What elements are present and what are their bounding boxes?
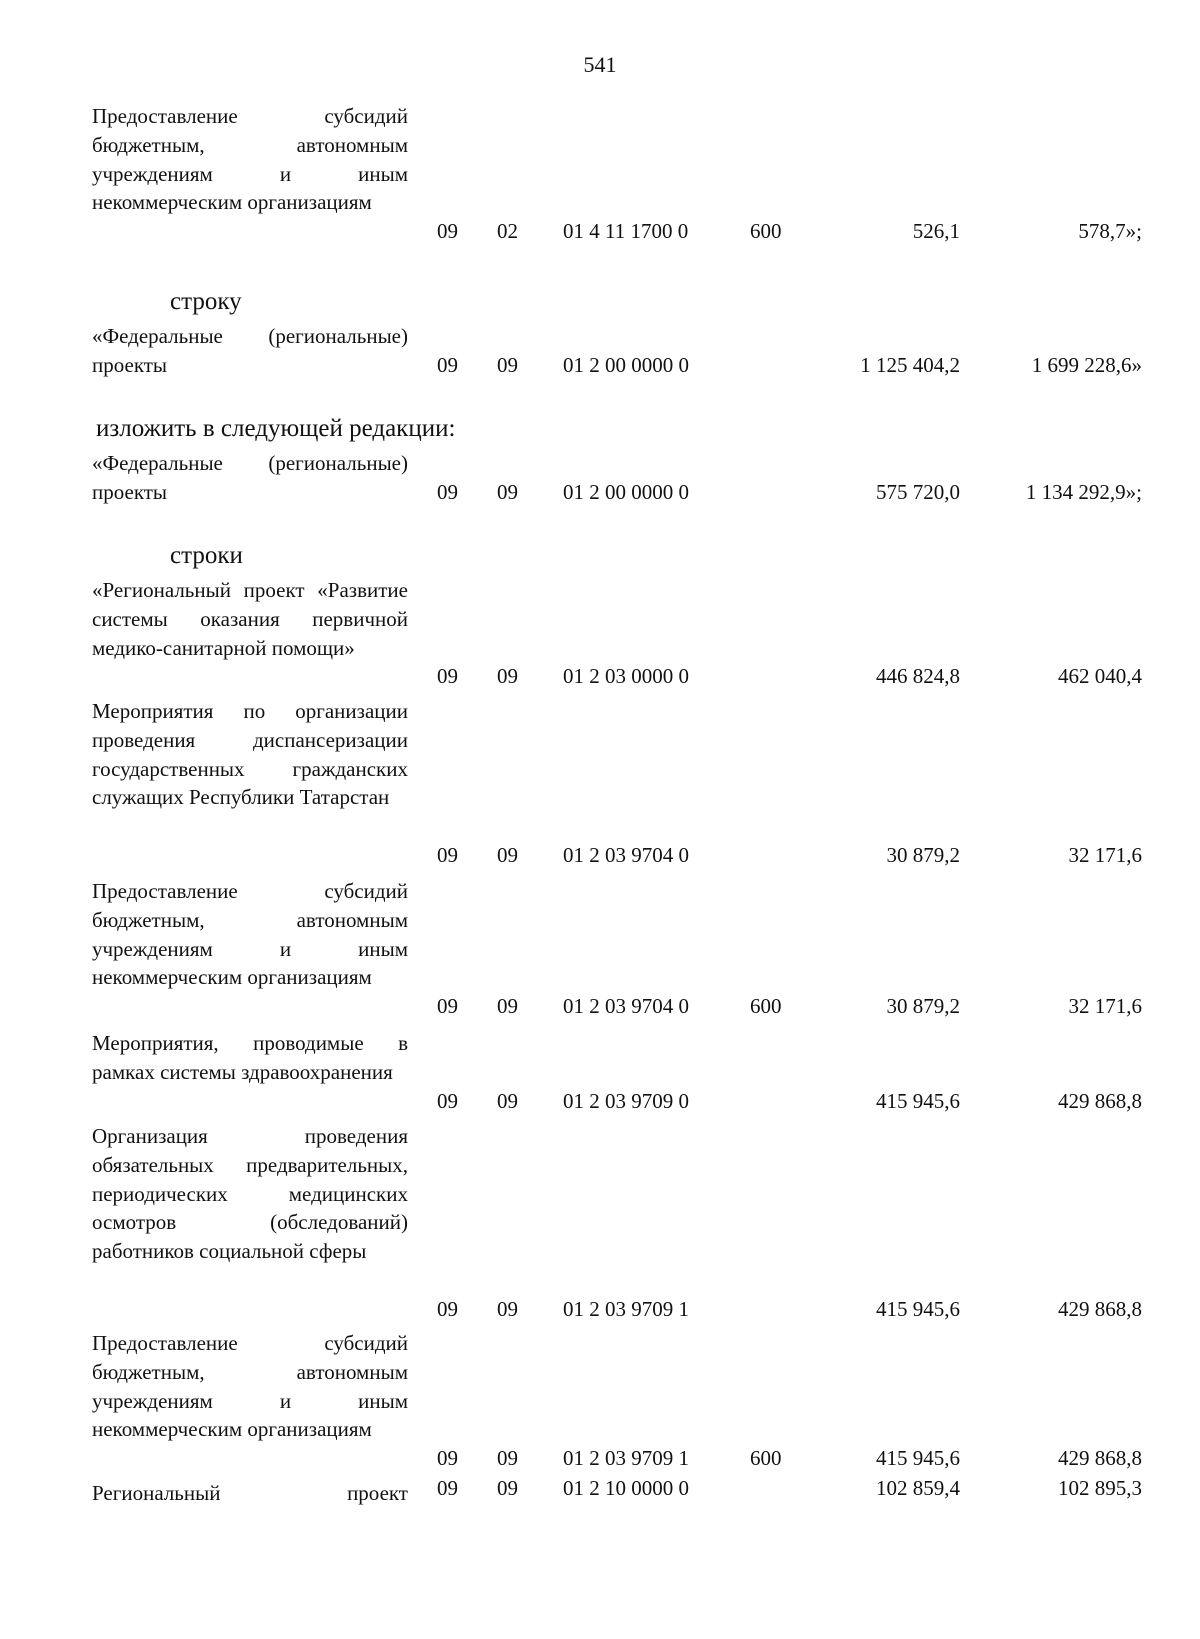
row-value-1: 415 945,6 [876, 1446, 960, 1471]
row-value-1: 102 859,4 [876, 1476, 960, 1500]
row-subsection-code: 09 [497, 843, 518, 867]
row-subsection-code: 02 [497, 219, 518, 243]
row-value-1: 1 125 404,2 [860, 352, 960, 377]
row-value-2: 429 868,8 [1058, 1296, 1142, 1321]
row-value-2: 462 040,4 [1058, 664, 1142, 689]
row-value-2: 429 868,8 [1058, 1446, 1142, 1471]
row-expense-type: 600 [750, 994, 782, 1019]
row-target-article: 01 4 11 1700 0 [563, 219, 689, 243]
row-value-1: 526,1 [912, 219, 960, 243]
row-value-1: 30 879,2 [886, 994, 960, 1019]
row-value-1: 30 879,2 [886, 843, 960, 867]
row-value-2: 1 134 292,9»; [1025, 479, 1142, 504]
row-section-code: 09 [437, 479, 458, 504]
row-subsection-code: 09 [497, 1476, 518, 1500]
row-value-1: 446 824,8 [876, 664, 960, 689]
row-value-2: 429 868,8 [1058, 1088, 1142, 1113]
row-subsection-code: 09 [497, 479, 518, 504]
row-target-article: 01 2 03 9704 0 [563, 994, 689, 1019]
row-section-code: 09 [437, 664, 458, 689]
row-expense-type: 600 [750, 219, 782, 243]
row-description: Предоставление субсидий бюджетным, автономным учреждениям и иным некоммерческим организациям [92, 1331, 408, 1442]
row-target-article: 01 2 00 0000 0 [563, 352, 689, 377]
row-description: Региональный проект [92, 1481, 408, 1505]
row-description: Предоставление субсидий бюджетным, автономным учреждениям и иным некоммерческим организациям [92, 879, 408, 990]
row-value-2: 32 171,6 [1068, 843, 1142, 867]
row-section-code: 09 [437, 1088, 458, 1113]
row-target-article: 01 2 03 9709 1 [563, 1446, 689, 1471]
row-section-code: 09 [437, 1476, 458, 1500]
row-description: Мероприятия, проводимые в рамках системы здравоохранения [92, 1031, 408, 1084]
row-subsection-code: 09 [497, 352, 518, 377]
row-value-2: 32 171,6 [1068, 994, 1142, 1019]
page-number: 541 [583, 52, 617, 77]
row-description: Организация проведения обязательных предварительных, периодических медицинских осмотров (обследований) работников социальной сферы [92, 1124, 408, 1264]
row-target-article: 01 2 03 9704 0 [563, 843, 689, 867]
row-description: «Федеральные (региональные) проекты [92, 451, 408, 504]
row-section-code: 09 [437, 352, 458, 377]
row-subsection-code: 09 [497, 1088, 518, 1113]
row-section-code: 09 [437, 843, 458, 867]
row-subsection-code: 09 [497, 994, 518, 1019]
row-section-code: 09 [437, 994, 458, 1019]
row-value-2: 1 699 228,6» [1031, 352, 1142, 377]
row-target-article: 01 2 03 0000 0 [563, 664, 689, 689]
row-target-article: 01 2 00 0000 0 [563, 479, 689, 504]
row-value-1: 415 945,6 [876, 1088, 960, 1113]
row-value-1: 415 945,6 [876, 1296, 960, 1321]
row-description: «Региональный проект «Развитие системы оказания первичной медико-санитарной помощи» [92, 578, 408, 660]
row-subsection-code: 09 [497, 1446, 518, 1471]
row-value-1: 575 720,0 [876, 479, 960, 504]
row-section-code: 09 [437, 1446, 458, 1471]
heading-stroki: строки [170, 542, 243, 569]
row-value-2: 102 895,3 [1058, 1476, 1142, 1500]
row-target-article: 01 2 03 9709 1 [563, 1296, 689, 1321]
row-value-2: 578,7»; [1078, 219, 1142, 243]
row-description: «Федеральные (региональные) проекты [92, 324, 408, 377]
row-section-code: 09 [437, 219, 458, 243]
row-description: Предоставление субсидий бюджетным, автономным учреждениям и иным некоммерческим организациям [92, 104, 408, 215]
row-section-code: 09 [437, 1296, 458, 1321]
row-target-article: 01 2 03 9709 0 [563, 1088, 689, 1113]
row-subsection-code: 09 [497, 1296, 518, 1321]
row-description: Мероприятия по организации проведения диспансеризации государственных гражданских служащих Республики Татарстан [92, 699, 408, 810]
heading-stroku: строку [170, 288, 242, 315]
row-subsection-code: 09 [497, 664, 518, 689]
heading-izlozhit: изложить в следующей редакции: [96, 415, 456, 442]
row-target-article: 01 2 10 0000 0 [563, 1476, 689, 1500]
row-expense-type: 600 [750, 1446, 782, 1471]
